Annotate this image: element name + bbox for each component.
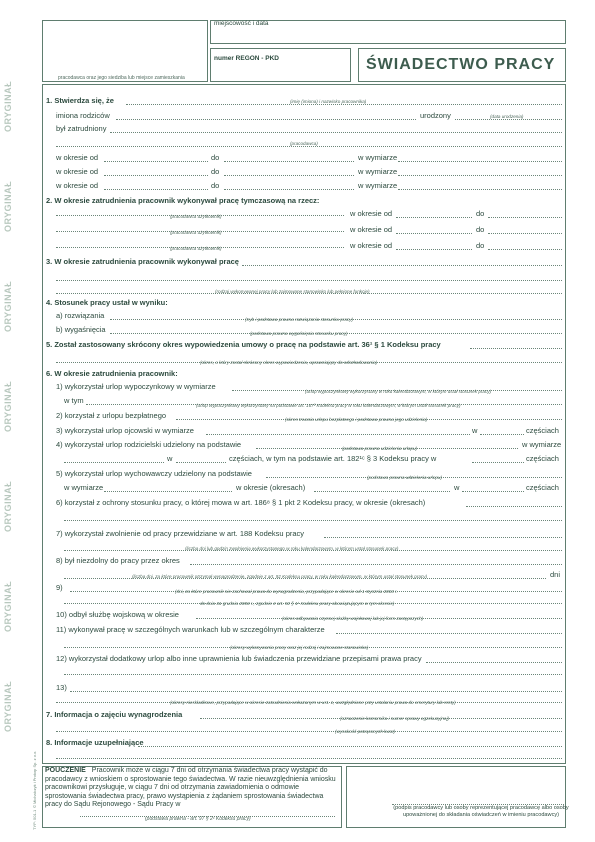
s6-item5-label: 5) wykorzystał urlop wychowawczy udzielony na podstawie: [56, 469, 252, 478]
s1-name-line[interactable]: [126, 104, 562, 105]
s1-to-label-3: do: [211, 181, 220, 190]
document-title: ŚWIADECTWO PRACY: [366, 56, 556, 73]
s1-to-line-3[interactable]: [224, 189, 354, 190]
s6-item2-label: 2) korzystał z urlopu bezpłatnego: [56, 411, 167, 420]
s6-item4-hint: (podstawa prawna udzielenia urlopu): [342, 446, 418, 451]
s7-line-2[interactable]: [56, 731, 562, 732]
s6-item12-line-1[interactable]: [426, 662, 562, 663]
s1-parents-label: imiona rodziców: [56, 111, 110, 120]
s7-hint-2: (wysokość potrąconych kwot): [335, 729, 395, 734]
s6-item11-hint: (okresy wykonywania pracy oraz jej rodzaj i zajmowane stanowisko): [230, 645, 369, 650]
s2-from-label-3: w okresie od: [350, 241, 393, 250]
s6-item8-label: 8) był niezdolny do pracy przez okres: [56, 556, 180, 565]
s6-item4b-text: częściach, w tym na podstawie art. 182¹ᶜ § 3 Kodeksu pracy w: [229, 454, 437, 463]
s2-from-label-2: w okresie od: [350, 225, 393, 234]
s6-item13-hint: (okresy nieskładkowe, przypadające w okresie zatrudnienia wskazanym w ust. 1, uwzględnione przy ustalaniu prawa do emerytury lub renty): [170, 700, 456, 705]
s6-item13-label: 13): [56, 683, 67, 692]
s2-to-label-3: do: [476, 241, 485, 250]
s1-heading: 1. Stwierdza się, że: [46, 96, 114, 105]
s1-parents-line[interactable]: [116, 119, 416, 120]
s6-item13-line-1[interactable]: [70, 691, 562, 692]
s2-from-line-1[interactable]: [396, 217, 472, 218]
s7-heading: 7. Informacja o zajęciu wynagrodzenia: [46, 710, 183, 719]
s4-a-hint: (tryb i podstawa prawna rozwiązania stosunku pracy): [245, 317, 354, 322]
s2-heading: 2. W okresie zatrudnienia pracownik wykonywał pracę tymczasową na rzecz:: [46, 196, 320, 205]
s1-dim-line-1[interactable]: [398, 161, 562, 162]
s6-item4b-line-1[interactable]: [64, 462, 164, 463]
s8-line-2[interactable]: [56, 758, 562, 759]
s6-item4b-line-3[interactable]: [472, 462, 524, 463]
s2-user-hint-2: (pracodawca użytkownik): [170, 230, 222, 235]
employer-caption: pracodawca oraz jego siedziba lub miejsce zamieszkania: [58, 75, 185, 81]
s2-to-line-1[interactable]: [488, 217, 562, 218]
s1-dim-label-1: w wymiarze: [358, 153, 398, 162]
s6-item4b-w: w: [167, 454, 173, 463]
form-code: TYP: 501-1: [32, 809, 37, 830]
s5-line-1[interactable]: [470, 348, 562, 349]
watermark-3: ORYGINAŁ: [3, 280, 13, 332]
s1-to-line-2[interactable]: [224, 175, 354, 176]
s1-employed-line[interactable]: [110, 132, 562, 133]
watermark-6: ORYGINAŁ: [3, 580, 13, 632]
regon-box[interactable]: [210, 48, 351, 82]
s6-item5-parts-line[interactable]: [462, 491, 524, 492]
s6-item9-label: 9): [56, 583, 63, 592]
s1-to-line-1[interactable]: [224, 161, 354, 162]
watermark-7: ORYGINAŁ: [3, 680, 13, 732]
s6-item6-line-2[interactable]: [64, 520, 562, 521]
s6-item3-line[interactable]: [206, 434, 470, 435]
s6-item11-line-1[interactable]: [336, 633, 562, 634]
s6-item5-period-line[interactable]: [314, 491, 450, 492]
s6-item9-hint: (dni, za które pracownik nie zachował prawa do wynagrodzenia, przypadające w okresie od 1 stycznia 2003 r.: [175, 589, 398, 594]
s6-item7-hint: (liczba dni lub godzin zwolnienia wykorzystanego w roku kalendarzowym, w którym ustał stosunek pracy): [185, 546, 399, 551]
s1-from-line-2[interactable]: [104, 175, 208, 176]
publisher-note: © Michalczyk i Prokop Sp. z o.o.: [32, 750, 37, 808]
s2-from-line-2[interactable]: [396, 233, 472, 234]
pouczenie-block: [45, 767, 341, 810]
s8-line-1[interactable]: [138, 746, 562, 747]
s6-item5-w: w: [454, 483, 460, 492]
s6-item4-label: 4) wykorzystał urlop rodzicielski udzielony na podstawie: [56, 440, 242, 449]
s6-item11-label: 11) wykonywał pracę w szczególnych warunkach lub w szczególnym charakterze: [56, 625, 325, 634]
s6-item4b-parts: częściach: [526, 454, 559, 463]
law-hint: (podstawa prawna - art. 97 § 2¹ Kodeksu pracy): [145, 816, 251, 822]
s1-from-line-3[interactable]: [104, 189, 208, 190]
s1-employer-line[interactable]: [56, 146, 562, 147]
s6-heading: 6. W okresie zatrudnienia pracownik:: [46, 369, 178, 378]
s2-from-line-3[interactable]: [396, 249, 472, 250]
s6-item1b-label: w tym: [64, 396, 84, 405]
s3-hint: (rodzaj wykonywanej pracy lub zajmowane stanowisko lub pełnione funkcje): [215, 289, 370, 294]
s2-to-line-3[interactable]: [488, 249, 562, 250]
s1-born-label: urodzony: [420, 111, 451, 120]
pouczenie-heading: POUCZENIE: [45, 767, 86, 774]
s4-heading: 4. Stosunek pracy ustał w wyniku:: [46, 298, 168, 307]
s6-item3-parts: częściach: [526, 426, 559, 435]
s1-to-label-2: do: [211, 167, 220, 176]
s6-item8-hint: (liczba dni, za które pracownik otrzymał wynagrodzenie, zgodnie z art. 92 Kodeksu pracy, w roku kalendarzowym, w którym ustał stosunek pracy): [132, 574, 428, 579]
s6-item12-label: 12) wykorzystał dodatkowy urlop albo inne uprawnienia lub świadczenia przewidziane przepisami prawa pracy: [56, 654, 422, 663]
s6-item10-label: 10) odbył służbę wojskową w okresie: [56, 610, 179, 619]
s1-dim-label-3: w wymiarze: [358, 181, 398, 190]
s3-line-2[interactable]: [56, 280, 562, 281]
s2-user-hint-1: (pracodawca użytkownik): [170, 214, 222, 219]
regon-label: numer REGON - PKD: [214, 55, 280, 62]
s6-item2-hint: (okres trwania urlopu bezpłatnego i podstawa prawna jego udzielenia): [285, 417, 428, 422]
s4-b-label: b) wygaśnięcia: [56, 325, 106, 334]
s6-item3-parts-line[interactable]: [480, 434, 524, 435]
place-date-label: miejscowość i data: [214, 20, 269, 27]
s8-heading: 8. Informacje uzupełniające: [46, 738, 144, 747]
s3-line-1[interactable]: [242, 265, 562, 266]
s1-from-line-1[interactable]: [104, 161, 208, 162]
signature-box[interactable]: [346, 766, 566, 828]
s1-dim-label-2: w wymiarze: [358, 167, 398, 176]
s6-item5-dim-line[interactable]: [104, 491, 232, 492]
s6-item12-line-2[interactable]: [64, 674, 562, 675]
s6-item6-label: 6) korzystał z ochrony stosunku pracy, o której mowa w art. 186⁸ § 1 pkt 2 Kodeksu pracy, w okresie (okresach): [56, 498, 426, 507]
s1-dob-hint: (data urodzenia): [490, 114, 524, 119]
s2-to-line-2[interactable]: [488, 233, 562, 234]
s6-item6-line-1[interactable]: [466, 506, 562, 507]
s6-item4b-line-2[interactable]: [176, 462, 226, 463]
s6-item1-label: 1) wykorzystał urlop wypoczynkowy w wymiarze: [56, 382, 216, 391]
s6-item5-dim: w wymiarze: [64, 483, 104, 492]
s5-heading: 5. Został zastosowany skrócony okres wypowiedzenia umowy o pracę na podstawie art. 36¹ § 1 Kodeksu pracy: [46, 340, 441, 349]
watermark-1: ORYGINAŁ: [3, 80, 13, 132]
s6-item3-w: w: [472, 426, 478, 435]
s2-to-label-2: do: [476, 225, 485, 234]
s6-item8-line-1[interactable]: [190, 564, 562, 565]
s3-heading: 3. W okresie zatrudnienia pracownik wykonywał pracę: [46, 257, 239, 266]
s6-item9-hint-2: do dnia 31 grudnia 2003 r., zgodnie z art. 92 § 1¹ Kodeksu pracy obowiązującym w tym okresie): [200, 601, 395, 606]
s1-from-label-3: w okresie od: [56, 181, 99, 190]
s1-to-label-1: do: [211, 153, 220, 162]
signature-hint: (podpis pracodawcy lub osoby reprezentującej pracodawcę albo osoby upoważnionej do składania oświadczeń w imieniu pracodawcy): [393, 805, 569, 818]
watermark-4: ORYGINAŁ: [3, 380, 13, 432]
s4-b-hint: (podstawa prawna wygaśnięcia stosunku pracy): [250, 331, 348, 336]
s1-employer-hint: (pracodawca): [290, 141, 318, 146]
employer-box[interactable]: [42, 20, 208, 82]
s6-item1-hint: (urlop wypoczynkowy wykorzystany w roku kalendarzowym, w którym ustał stosunek pracy): [305, 389, 492, 394]
watermark-5: ORYGINAŁ: [3, 480, 13, 532]
s2-from-label-1: w okresie od: [350, 209, 393, 218]
s6-item4-dim: w wymiarze: [522, 440, 562, 449]
s1-dob-line[interactable]: [455, 119, 562, 120]
s6-item10-hint: (okres odbywania czynnej służby wojskowej lub jej form zastępczych): [282, 616, 424, 621]
s7-hint-1: (oznaczenie komornika i numer sprawy egzekucyjnej): [340, 716, 450, 721]
s5-hint: (okres, o który został skrócony okres wypowiedzenia, uprawniający do odszkodowania): [200, 360, 378, 365]
s1-dim-line-2[interactable]: [398, 175, 562, 176]
s1-from-label-2: w okresie od: [56, 167, 99, 176]
s1-name-hint: (imię (imiona) i nazwisko pracownika): [290, 99, 367, 104]
s6-item7-line-1[interactable]: [324, 537, 562, 538]
s6-item7-label: 7) wykorzystał zwolnienie od pracy przewidziane w art. 188 Kodeksu pracy: [56, 529, 305, 538]
s6-item3-label: 3) wykorzystał urlop ojcowski w wymiarze: [56, 426, 194, 435]
s1-dim-line-3[interactable]: [398, 189, 562, 190]
s6-item5-parts: częściach: [526, 483, 559, 492]
s6-item1b-hint: (urlop wypoczynkowy wykorzystany na podstawie art. 167² Kodeksu pracy w roku kalendarzowym, w którym ustał stosunek pracy): [196, 403, 461, 408]
s1-from-label-1: w okresie od: [56, 153, 99, 162]
s6-item5-hint: (podstawa prawna udzielenia urlopu): [367, 475, 443, 480]
s4-a-label: a) rozwiązania: [56, 311, 105, 320]
watermark-2: ORYGINAŁ: [3, 180, 13, 232]
pouczenie-text: Pracownik może w ciągu 7 dni od otrzymania świadectwa pracy wystąpić do pracodawcy z wnioskiem o sprostowanie tego świadectwa. W razie nieuwzględnienia wniosku pracownikowi przysługuje, w ciągu 7 dni od otrzymania zawiadomienia o odmowie sprostowania świadectwa pracy, prawo wystąpienia z żądaniem sprostowania świadectwa pracy do Sądu Rejonowego - Sądu Pracy w: [45, 767, 336, 809]
s6-item5-period: w okresie (okresach): [236, 483, 306, 492]
s6-item8-days: dni: [550, 570, 561, 579]
s2-to-label-1: do: [476, 209, 485, 218]
s1-employed-label: był zatrudniony: [56, 124, 107, 133]
s2-user-hint-3: (pracodawca użytkownik): [170, 246, 222, 251]
